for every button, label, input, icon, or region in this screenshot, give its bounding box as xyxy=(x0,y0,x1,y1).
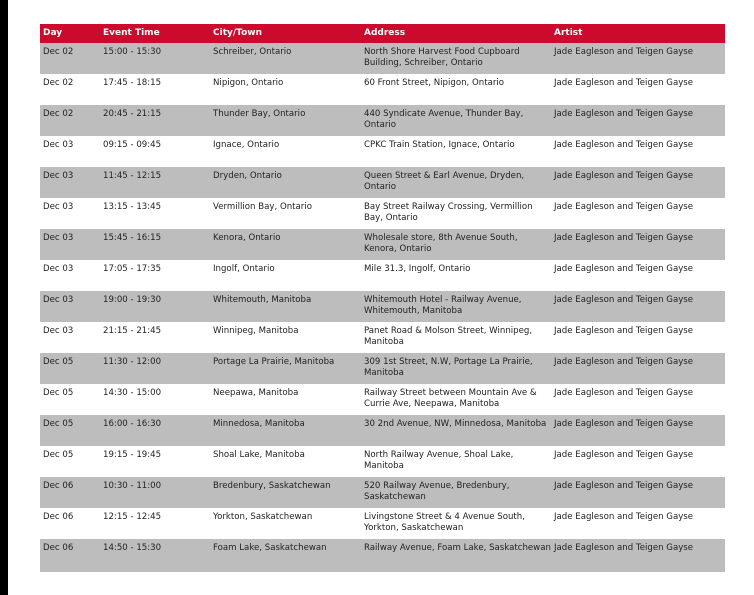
cell-city: Bredenbury, Saskatchewan xyxy=(210,477,361,508)
cell-address: Bay Street Railway Crossing, Vermillion Bay, Ontario xyxy=(361,198,551,229)
cell-artist: Jade Eagleson and Teigen Gayse xyxy=(551,136,725,167)
header-artist: Artist xyxy=(551,24,725,43)
cell-city: Minnedosa, Manitoba xyxy=(210,415,361,446)
table-row xyxy=(40,539,725,572)
table-row xyxy=(40,198,725,229)
left-edge-bar xyxy=(0,0,8,595)
cell-city: Thunder Bay, Ontario xyxy=(210,105,361,136)
cell-time: 10:30 - 11:00 xyxy=(100,477,210,508)
header-address: Address xyxy=(361,24,551,43)
cell-address: 520 Railway Avenue, Bredenbury, Saskatchewan xyxy=(361,477,551,508)
table-row xyxy=(40,260,725,291)
cell-city: Portage La Prairie, Manitoba xyxy=(210,353,361,384)
cell-artist: Jade Eagleson and Teigen Gayse xyxy=(551,229,725,260)
cell-artist: Jade Eagleson and Teigen Gayse xyxy=(551,539,725,572)
table-row xyxy=(40,136,725,167)
cell-time: 12:15 - 12:45 xyxy=(100,508,210,539)
cell-artist: Jade Eagleson and Teigen Gayse xyxy=(551,43,725,74)
cell-address: Queen Street & Earl Avenue, Dryden, Ontario xyxy=(361,167,551,198)
cell-address: Railway Avenue, Foam Lake, Saskatchewan xyxy=(361,539,551,572)
cell-time: 16:00 - 16:30 xyxy=(100,415,210,446)
cell-address: Livingstone Street & 4 Avenue South, Yorkton, Saskatchewan xyxy=(361,508,551,539)
cell-day: Dec 05 xyxy=(40,353,100,384)
cell-time: 13:15 - 13:45 xyxy=(100,198,210,229)
cell-address: 440 Syndicate Avenue, Thunder Bay, Ontario xyxy=(361,105,551,136)
cell-time: 19:15 - 19:45 xyxy=(100,446,210,477)
cell-address: Wholesale store, 8th Avenue South, Kenora, Ontario xyxy=(361,229,551,260)
cell-day: Dec 03 xyxy=(40,322,100,353)
cell-day: Dec 06 xyxy=(40,477,100,508)
cell-time: 15:00 - 15:30 xyxy=(100,43,210,74)
cell-city: Schreiber, Ontario xyxy=(210,43,361,74)
cell-time: 11:45 - 12:15 xyxy=(100,167,210,198)
cell-city: Winnipeg, Manitoba xyxy=(210,322,361,353)
table-row xyxy=(40,477,725,508)
cell-day: Dec 05 xyxy=(40,446,100,477)
cell-artist: Jade Eagleson and Teigen Gayse xyxy=(551,477,725,508)
tour-schedule-table xyxy=(40,24,725,572)
cell-address: North Railway Avenue, Shoal Lake, Manitoba xyxy=(361,446,551,477)
cell-city: Foam Lake, Saskatchewan xyxy=(210,539,361,572)
cell-day: Dec 05 xyxy=(40,384,100,415)
table-row xyxy=(40,415,725,446)
cell-artist: Jade Eagleson and Teigen Gayse xyxy=(551,446,725,477)
cell-day: Dec 06 xyxy=(40,508,100,539)
cell-time: 11:30 - 12:00 xyxy=(100,353,210,384)
cell-day: Dec 05 xyxy=(40,415,100,446)
cell-day: Dec 03 xyxy=(40,198,100,229)
cell-city: Neepawa, Manitoba xyxy=(210,384,361,415)
table-row xyxy=(40,74,725,105)
table-row xyxy=(40,105,725,136)
cell-time: 15:45 - 16:15 xyxy=(100,229,210,260)
cell-city: Ingolf, Ontario xyxy=(210,260,361,291)
cell-artist: Jade Eagleson and Teigen Gayse xyxy=(551,353,725,384)
cell-city: Ignace, Ontario xyxy=(210,136,361,167)
cell-city: Kenora, Ontario xyxy=(210,229,361,260)
cell-artist: Jade Eagleson and Teigen Gayse xyxy=(551,384,725,415)
table-header-row xyxy=(40,24,725,43)
table-row xyxy=(40,229,725,260)
cell-day: Dec 02 xyxy=(40,43,100,74)
cell-day: Dec 02 xyxy=(40,74,100,105)
table-row xyxy=(40,322,725,353)
cell-artist: Jade Eagleson and Teigen Gayse xyxy=(551,105,725,136)
table-row xyxy=(40,167,725,198)
cell-day: Dec 03 xyxy=(40,260,100,291)
cell-artist: Jade Eagleson and Teigen Gayse xyxy=(551,198,725,229)
cell-artist: Jade Eagleson and Teigen Gayse xyxy=(551,167,725,198)
cell-artist: Jade Eagleson and Teigen Gayse xyxy=(551,260,725,291)
cell-time: 14:30 - 15:00 xyxy=(100,384,210,415)
cell-day: Dec 03 xyxy=(40,229,100,260)
cell-day: Dec 03 xyxy=(40,167,100,198)
cell-address: 309 1st Street, N.W, Portage La Prairie, Manitoba xyxy=(361,353,551,384)
cell-time: 14:50 - 15:30 xyxy=(100,539,210,572)
cell-day: Dec 03 xyxy=(40,136,100,167)
cell-artist: Jade Eagleson and Teigen Gayse xyxy=(551,508,725,539)
cell-day: Dec 02 xyxy=(40,105,100,136)
cell-time: 17:05 - 17:35 xyxy=(100,260,210,291)
header-day: Day xyxy=(40,24,100,43)
cell-artist: Jade Eagleson and Teigen Gayse xyxy=(551,291,725,322)
cell-address: Whitemouth Hotel - Railway Avenue, Whitemouth, Manitoba xyxy=(361,291,551,322)
cell-artist: Jade Eagleson and Teigen Gayse xyxy=(551,415,725,446)
header-event-time: Event Time xyxy=(100,24,210,43)
table-row xyxy=(40,446,725,477)
cell-city: Whitemouth, Manitoba xyxy=(210,291,361,322)
cell-address: Mile 31.3, Ingolf, Ontario xyxy=(361,260,551,291)
cell-time: 21:15 - 21:45 xyxy=(100,322,210,353)
table-row xyxy=(40,291,725,322)
cell-address: North Shore Harvest Food Cupboard Building, Schreiber, Ontario xyxy=(361,43,551,74)
cell-time: 19:00 - 19:30 xyxy=(100,291,210,322)
cell-city: Dryden, Ontario xyxy=(210,167,361,198)
table-row xyxy=(40,353,725,384)
cell-artist: Jade Eagleson and Teigen Gayse xyxy=(551,74,725,105)
cell-day: Dec 06 xyxy=(40,539,100,572)
cell-address: 30 2nd Avenue, NW, Minnedosa, Manitoba xyxy=(361,415,551,446)
cell-time: 09:15 - 09:45 xyxy=(100,136,210,167)
cell-address: CPKC Train Station, Ignace, Ontario xyxy=(361,136,551,167)
cell-city: Yorkton, Saskatchewan xyxy=(210,508,361,539)
cell-city: Vermillion Bay, Ontario xyxy=(210,198,361,229)
cell-city: Nipigon, Ontario xyxy=(210,74,361,105)
cell-time: 17:45 - 18:15 xyxy=(100,74,210,105)
header-city-town: City/Town xyxy=(210,24,361,43)
cell-address: Panet Road & Molson Street, Winnipeg, Manitoba xyxy=(361,322,551,353)
table-row xyxy=(40,43,725,74)
cell-address: 60 Front Street, Nipigon, Ontario xyxy=(361,74,551,105)
cell-artist: Jade Eagleson and Teigen Gayse xyxy=(551,322,725,353)
cell-address: Railway Street between Mountain Ave & Currie Ave, Neepawa, Manitoba xyxy=(361,384,551,415)
cell-city: Shoal Lake, Manitoba xyxy=(210,446,361,477)
cell-day: Dec 03 xyxy=(40,291,100,322)
table-row xyxy=(40,508,725,539)
cell-time: 20:45 - 21:15 xyxy=(100,105,210,136)
table-row xyxy=(40,384,725,415)
